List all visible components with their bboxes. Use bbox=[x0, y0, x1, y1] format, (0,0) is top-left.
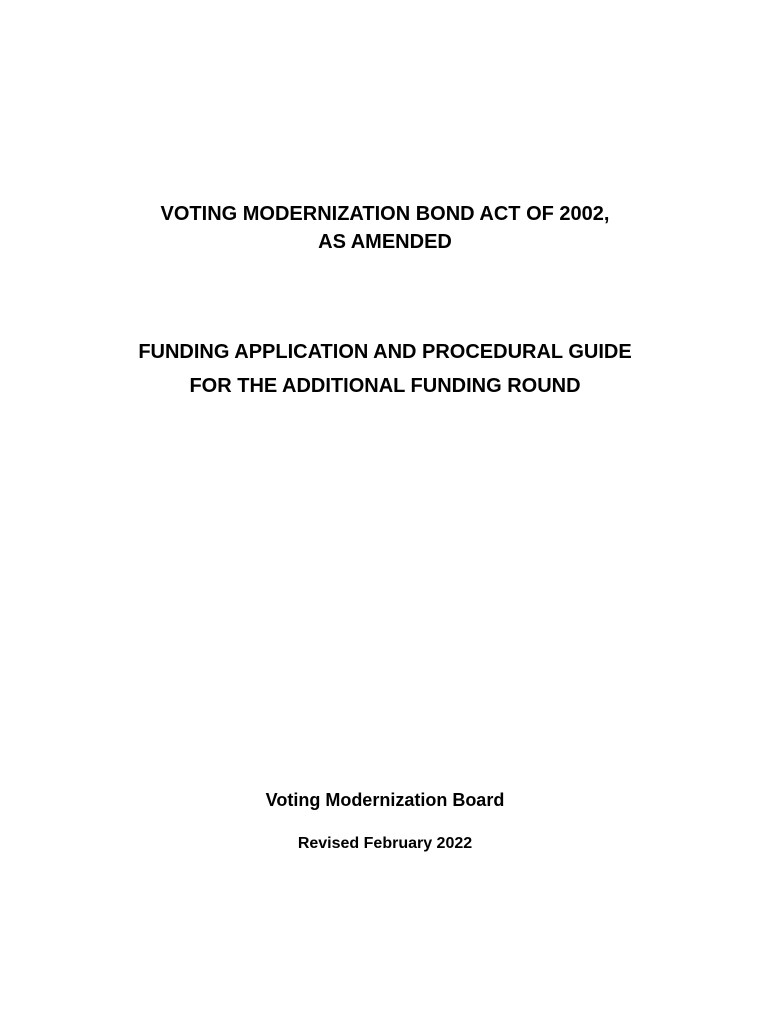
organization-name: Voting Modernization Board bbox=[265, 790, 505, 810]
revision-date: Revised February 2022 bbox=[297, 835, 473, 852]
document-title bbox=[0, 200, 770, 256]
document-subtitle bbox=[0, 335, 770, 403]
title-line-1: VOTING MODERNIZATION BOND ACT OF 2002, bbox=[160, 203, 610, 225]
title-line-2: AS AMENDED bbox=[318, 231, 452, 253]
subtitle-line-2: FOR THE ADDITIONAL FUNDING ROUND bbox=[189, 375, 581, 397]
subtitle-line-1: FUNDING APPLICATION AND PROCEDURAL GUIDE bbox=[138, 341, 632, 363]
